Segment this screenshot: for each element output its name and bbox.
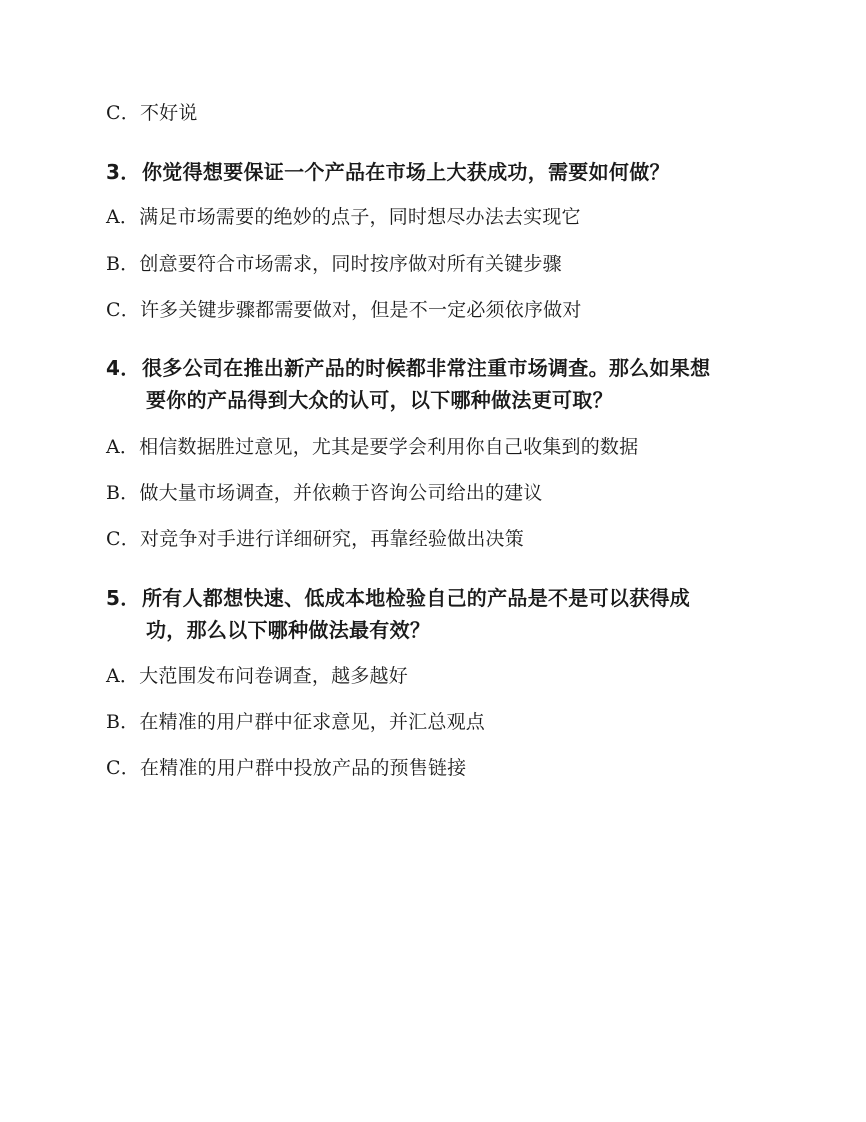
question-4-text-line-2: 要你的产品得到大众的认可，以下哪种做法更可取？ xyxy=(146,388,613,412)
question-3-line-1 xyxy=(106,156,766,188)
question-5 xyxy=(106,582,766,646)
question-5-option-b: B．在精准的用户群中征求意见，并汇总观点 xyxy=(106,711,485,733)
question-4 xyxy=(106,352,766,416)
option-prev-c: C．不好说 xyxy=(106,102,198,124)
question-5-text-line-1: 所有人都想快速、低成本地检验自己的产品是不是可以获得成 xyxy=(142,586,691,610)
question-5-number: 5． xyxy=(106,586,141,610)
question-3-option-a: A．满足市场需要的绝妙的点子，同时想尽办法去实现它 xyxy=(106,206,581,228)
question-3-number: 3． xyxy=(106,160,141,184)
question-5-line-1 xyxy=(106,582,766,614)
question-5-option-c: C．在精准的用户群中投放产品的预售链接 xyxy=(106,757,467,779)
question-3 xyxy=(106,156,766,188)
question-4-number: 4． xyxy=(106,356,141,380)
question-4-text-line-1: 很多公司在推出新产品的时候都非常注重市场调查。那么如果想 xyxy=(142,356,711,380)
question-5-text-line-2: 功，那么以下哪种做法最有效？ xyxy=(146,618,431,642)
question-3-option-b: B．创意要符合市场需求，同时按序做对所有关键步骤 xyxy=(106,253,562,275)
question-4-option-c: C．对竞争对手进行详细研究，再靠经验做出决策 xyxy=(106,528,524,550)
question-4-option-a: A．相信数据胜过意见，尤其是要学会利用你自己收集到的数据 xyxy=(106,436,639,458)
question-4-option-b: B．做大量市场调查，并依赖于咨询公司给出的建议 xyxy=(106,482,543,504)
question-3-text: 你觉得想要保证一个产品在市场上大获成功，需要如何做？ xyxy=(142,160,670,184)
question-3-option-c: C．许多关键步骤都需要做对，但是不一定必须依序做对 xyxy=(106,299,582,321)
question-5-option-a: A．大范围发布问卷调查，越多越好 xyxy=(106,665,408,687)
question-4-line-1 xyxy=(106,352,766,384)
